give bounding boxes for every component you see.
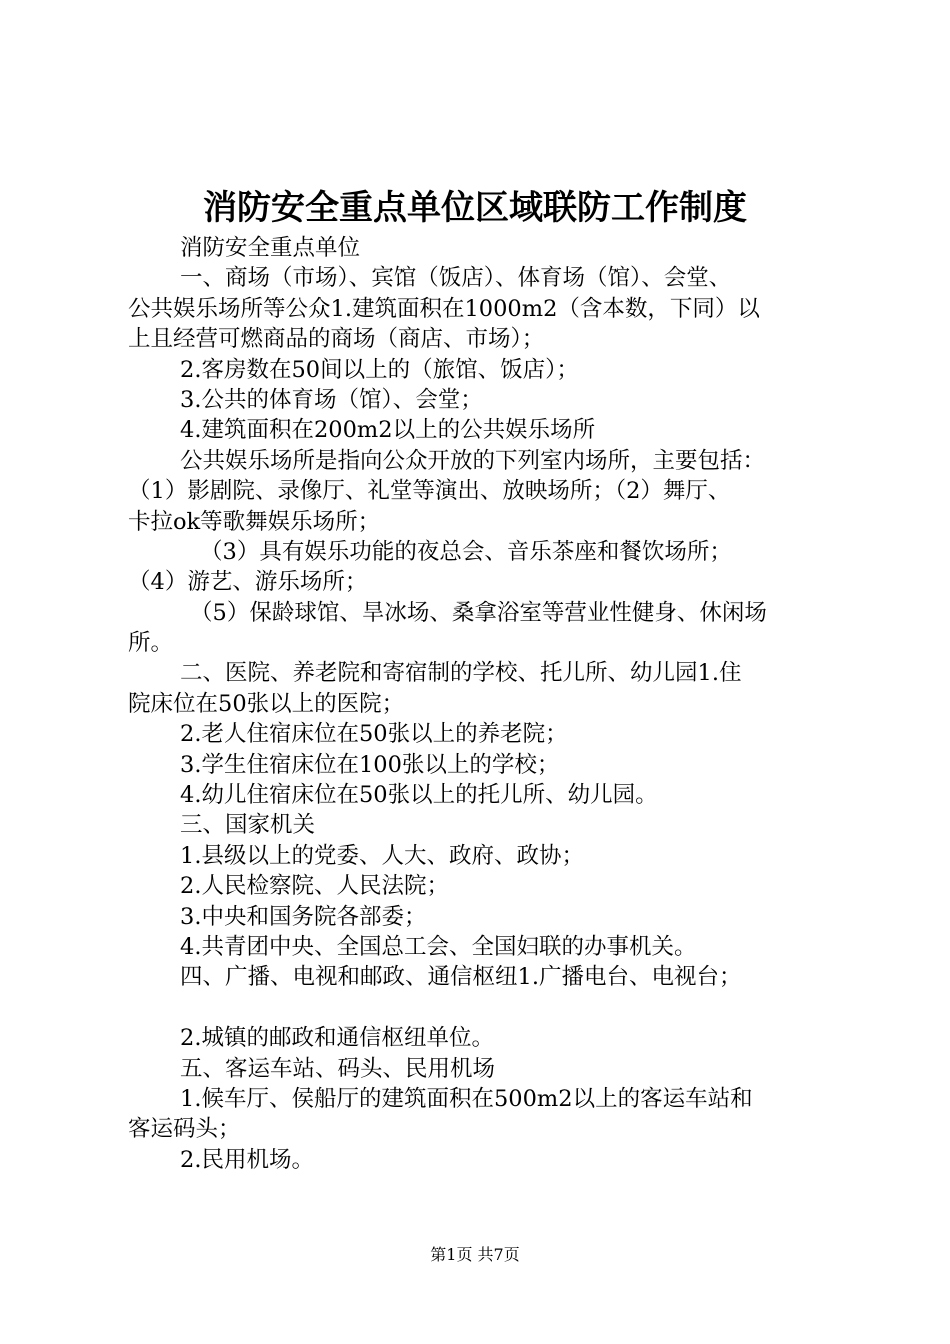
text-line: 2.民用机场。 [180,1146,314,1173]
text-line: 2.老人住宿床位在50张以上的养老院； [180,721,568,748]
text-line: 客运码头； [128,1116,241,1143]
text-line: 卡拉ok等歌舞娱乐场所； [128,508,381,535]
text-line: 3.学生住宿床位在100张以上的学校； [180,751,560,778]
text-line: 上且经营可燃商品的商场（商店、市场）； [128,326,545,353]
text-line: 二、医院、养老院和寄宿制的学校、托儿所、幼儿园1.住 [180,660,742,687]
text-line: 1.候车厅、侯船厅的建筑面积在500m2以上的客运车站和 [180,1085,753,1112]
text-line: （4）游艺、游乐场所； [128,569,368,596]
text-line: 4.共青团中央、全国总工会、全国妇联的办事机关。 [180,933,697,960]
text-line: 3.中央和国务院各部委； [180,903,427,930]
text-line: 3.公共的体育场（馆）、会堂； [180,386,483,413]
text-line: 三、国家机关 [180,812,316,839]
text-line: （3）具有娱乐功能的夜总会、音乐茶座和餐饮场所； [200,538,732,565]
text-line: 四、广播、电视和邮政、通信枢纽1.广播电台、电视台； [180,964,742,991]
text-line: 4.建筑面积在200m2以上的公共娱乐场所 [180,417,596,444]
text-line: （5）保龄球馆、旱冰场、桑拿浴室等营业性健身、休闲场 [190,599,767,626]
text-line: 4.幼儿住宿床位在50张以上的托儿所、幼儿园。 [180,782,658,809]
text-line: 一、商场（市场）、宾馆（饭店）、体育场（馆）、会堂、 [180,265,732,292]
text-line: 院床位在50张以上的医院； [128,690,405,717]
text-line: 公共娱乐场所是指向公众开放的下列室内场所，主要包括： [180,447,766,474]
text-line: 2.客房数在50间以上的（旅馆、饭店）； [180,356,579,383]
text-line: （1）影剧院、录像厅、礼堂等演出、放映场所；（2）舞厅、 [128,478,731,505]
text-line: 2.城镇的邮政和通信枢纽单位。 [180,1025,494,1052]
document-title: 消防安全重点单位区域联防工作制度 [203,188,747,228]
blank-line [128,993,828,1023]
document-body [128,233,828,1175]
text-line: 五、客运车站、码头、民用机场 [180,1055,496,1082]
text-line: 1.县级以上的党委、人大、政府、政协； [180,842,584,869]
page-footer: 第1页 共7页 [430,1245,520,1264]
text-line: 公共娱乐场所等公众1.建筑面积在1000m2（含本数，下同）以 [128,295,760,322]
text-line: 所。 [128,630,174,657]
text-line: 消防安全重点单位 [180,235,361,261]
text-line: 2.人民检察院、人民法院； [180,873,449,900]
